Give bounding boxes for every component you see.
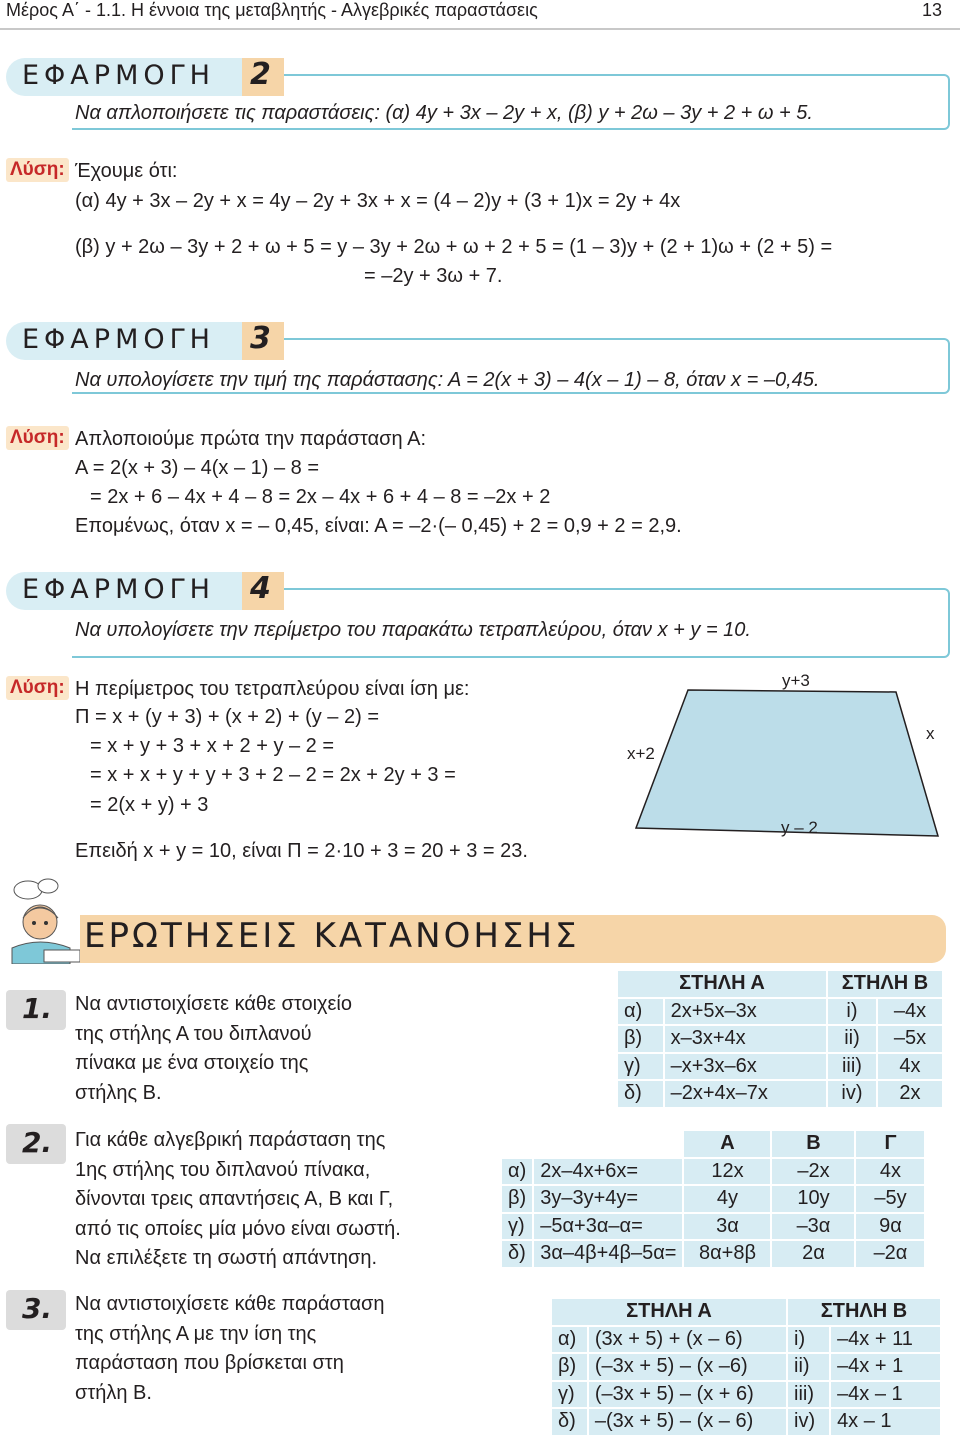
row-label: ii) — [788, 1354, 829, 1380]
expression-cell: 2x–4x+6x= — [534, 1159, 682, 1185]
table-row — [552, 1409, 940, 1435]
column-a-header: ΣΤΗΛΗ Α — [618, 971, 826, 997]
option-a-cell: 3α — [684, 1214, 770, 1240]
option-c-cell: 4x — [856, 1159, 924, 1185]
application-3-label: ΕΦΑΡΜΟΓΗ — [22, 324, 215, 355]
table-row — [502, 1159, 924, 1185]
side-label-left: x+2 — [627, 744, 655, 763]
question-3-number: 3. — [21, 1292, 53, 1325]
answer-cell: –4x – 1 — [831, 1382, 940, 1408]
side-label-bottom: y – 2 — [781, 818, 818, 837]
answer-cell: –4x + 1 — [831, 1354, 940, 1380]
page-number: 13 — [921, 0, 942, 20]
row-label: ii) — [828, 1026, 876, 1052]
option-b-cell: 2α — [772, 1241, 854, 1267]
row-label: β) — [552, 1354, 587, 1380]
side-label-top: y+3 — [782, 671, 810, 690]
quadrilateral-shape — [636, 690, 938, 836]
option-c-cell: –5y — [856, 1186, 924, 1212]
side-label-right: x — [926, 724, 935, 743]
question-2-number: 2. — [21, 1126, 53, 1159]
option-c-cell: –2α — [856, 1241, 924, 1267]
row-label: α) — [552, 1327, 587, 1353]
option-a-header: Α — [684, 1131, 770, 1157]
answer-cell: 4x — [878, 1054, 942, 1080]
table-row — [502, 1241, 924, 1267]
solution-label-2: Λύση: — [6, 158, 69, 182]
question-2-table — [500, 1129, 926, 1269]
application-3-number: 3 — [250, 321, 271, 356]
expression-cell: –x+3x–6x — [665, 1054, 826, 1080]
question-1-line: πίνακα με ένα στοιχείο της — [75, 1052, 309, 1074]
option-b-cell: –3α — [772, 1214, 854, 1240]
app2-line-1: Έχουμε ότι: — [75, 160, 178, 182]
app4-line-5: = 2(x + y) + 3 — [90, 794, 209, 816]
question-1-line: στήλης Β. — [75, 1081, 162, 1104]
option-b-cell: 10y — [772, 1186, 854, 1212]
application-4-number: 4 — [250, 571, 271, 606]
column-b-header: ΣΤΗΛΗ Β — [828, 971, 942, 997]
app4-line-6: Επειδή x + y = 10, είναι Π = 2·10 + 3 = 20 + 3 = 23. — [75, 840, 528, 862]
app4-line-4: = x + x + y + y + 3 + 2 – 2 = 2x + 2y + 3 = — [90, 764, 456, 786]
expression-cell: x–3x+4x — [665, 1026, 826, 1052]
application-4 — [6, 572, 950, 658]
app4-line-2: Π = x + (y + 3) + (x + 2) + (y – 2) = — [75, 706, 380, 728]
table-row — [552, 1382, 940, 1408]
table-header-row — [552, 1299, 940, 1325]
row-label: iii) — [828, 1054, 876, 1080]
expression-cell: 2x+5x–3x — [665, 999, 826, 1025]
expression-cell: –5α+3α–α= — [534, 1214, 682, 1240]
question-1-text — [75, 990, 352, 1108]
answer-cell: –4x — [878, 999, 942, 1025]
row-label: α) — [502, 1159, 532, 1185]
question-3-line: παράσταση που βρίσκεται στη — [75, 1352, 344, 1374]
header-rule — [0, 28, 960, 30]
table-header-row — [618, 971, 942, 997]
option-b-header: Β — [772, 1131, 854, 1157]
question-3-line: της στήλης Α με την ίση της — [75, 1322, 317, 1345]
question-2-line: δίνονται τρεις απαντήσεις Α, Β και Γ, — [75, 1188, 394, 1210]
option-b-cell: –2x — [772, 1159, 854, 1185]
application-4-prompt: Να υπολογίσετε την περίμετρο του παρακάτω τετραπλεύρου, όταν x + y = 10. — [75, 619, 751, 641]
row-label: γ) — [552, 1382, 587, 1408]
expression-cell: 3y–3y+4y= — [534, 1186, 682, 1212]
question-3-line: Να αντιστοιχίσετε κάθε παράσταση — [75, 1293, 385, 1315]
row-label: i) — [788, 1327, 829, 1353]
table-row — [618, 1026, 942, 1052]
questions-title: ΕΡΩΤΗΣΕΙΣ ΚΑΤΑΝΟΗΣΗΣ — [84, 916, 580, 956]
question-2-text — [75, 1126, 401, 1274]
row-label: δ) — [552, 1409, 587, 1435]
app3-line-2: Α = 2(x + 3) – 4(x – 1) – 8 = — [75, 457, 320, 479]
expression-cell: (–3x + 5) – (x –6) — [589, 1354, 786, 1380]
row-label: iv) — [788, 1409, 829, 1435]
question-3-line: στήλη Β. — [75, 1381, 152, 1404]
option-c-cell: 9α — [856, 1214, 924, 1240]
question-2-line: από τις οποίες μία μόνο είναι σωστή. — [75, 1217, 401, 1240]
answer-cell: 2x — [878, 1081, 942, 1107]
answer-cell: 4x – 1 — [831, 1409, 940, 1435]
expression-cell: –2x+4x–7x — [665, 1081, 826, 1107]
answer-cell: –5x — [878, 1026, 942, 1052]
running-header: Μέρος Α΄ - 1.1. Η έννοια της μεταβλητής - Αλγεβρικές παραστάσεις — [6, 0, 538, 20]
option-a-cell: 12x — [684, 1159, 770, 1185]
row-label: γ) — [618, 1054, 663, 1080]
question-3-text — [75, 1290, 385, 1408]
app2-line-4: = –2y + 3ω + 7. — [364, 265, 503, 287]
question-1-number: 1. — [21, 992, 53, 1025]
option-a-cell: 4y — [684, 1186, 770, 1212]
expression-cell: (–3x + 5) – (x + 6) — [589, 1382, 786, 1408]
row-label: iv) — [828, 1081, 876, 1107]
table-row — [618, 999, 942, 1025]
application-2-prompt: Να απλοποιήσετε τις παραστάσεις: (α) 4y + 3x – 2y + x, (β) y + 2ω – 3y + 2 + ω + 5. — [75, 102, 813, 124]
answer-cell: –4x + 11 — [831, 1327, 940, 1353]
student-thinking-illustration — [4, 878, 86, 964]
table-row — [502, 1214, 924, 1240]
app4-line-3: = x + y + 3 + x + 2 + y – 2 = — [90, 735, 335, 757]
row-label: β) — [502, 1186, 532, 1212]
question-2-line: Για κάθε αλγεβρική παράσταση της — [75, 1129, 386, 1151]
option-a-cell: 8α+8β — [684, 1241, 770, 1267]
row-label: iii) — [788, 1382, 829, 1408]
expression-cell: –(3x + 5) – (x – 6) — [589, 1409, 786, 1435]
table-row — [552, 1327, 940, 1353]
row-label: γ) — [502, 1214, 532, 1240]
application-3-prompt: Να υπολογίσετε την τιμή της παράστασης: Α = 2(x + 3) – 4(x – 1) – 8, όταν x = –0,45. — [75, 369, 820, 391]
table-row — [618, 1081, 942, 1107]
table-row — [552, 1354, 940, 1380]
row-label: δ) — [502, 1241, 532, 1267]
application-2-number: 2 — [250, 57, 271, 92]
column-b-header: ΣΤΗΛΗ Β — [788, 1299, 940, 1325]
question-1-table — [616, 969, 944, 1109]
app2-line-2: (α) 4y + 3x – 2y + x = 4y – 2y + 3x + x = (4 – 2)y + (3 + 1)x = 2y + 4x — [75, 190, 681, 212]
row-label: α) — [618, 999, 663, 1025]
solution-label-3: Λύση: — [6, 426, 69, 450]
app4-line-1: Η περίμετρος του τετραπλεύρου είναι ίση με: — [75, 678, 470, 700]
question-1-line: της στήλης Α του διπλανού — [75, 1022, 312, 1045]
expression-cell: (3x + 5) + (x – 6) — [589, 1327, 786, 1353]
app2-line-3: (β) y + 2ω – 3y + 2 + ω + 5 = y – 3y + 2ω + ω + 2 + 5 = (1 – 3)y + (2 + 1)ω + (2 + 5) = — [75, 236, 833, 258]
app3-line-3: = 2x + 6 – 4x + 4 – 8 = 2x – 4x + 6 + 4 – 8 = –2x + 2 — [90, 486, 551, 508]
table-header-row — [502, 1131, 924, 1157]
column-a-header: ΣΤΗΛΗ Α — [552, 1299, 786, 1325]
row-label: δ) — [618, 1081, 663, 1107]
question-1-line: Να αντιστοιχίσετε κάθε στοιχείο — [75, 993, 352, 1015]
table-row — [618, 1054, 942, 1080]
question-2-line: Να επιλέξετε τη σωστή απάντηση. — [75, 1247, 378, 1269]
app3-line-4: Επομένως, όταν x = – 0,45, είναι: Α = –2·(– 0,45) + 2 = 0,9 + 2 = 2,9. — [75, 515, 682, 537]
question-3-table — [550, 1297, 942, 1437]
expression-cell: 3α–4β+4β–5α= — [534, 1241, 682, 1267]
table-row — [502, 1186, 924, 1212]
row-label: i) — [828, 999, 876, 1025]
row-label: β) — [618, 1026, 663, 1052]
option-c-header: Γ — [856, 1131, 924, 1157]
solution-label-4: Λύση: — [6, 676, 69, 700]
application-2-label: ΕΦΑΡΜΟΓΗ — [22, 60, 215, 91]
application-4-label: ΕΦΑΡΜΟΓΗ — [22, 574, 215, 605]
app3-line-1: Απλοποιούμε πρώτα την παράσταση Α: — [75, 428, 426, 450]
question-2-line: 1ης στήλης του διπλανού πίνακα, — [75, 1158, 371, 1181]
quadrilateral-figure — [620, 660, 950, 870]
